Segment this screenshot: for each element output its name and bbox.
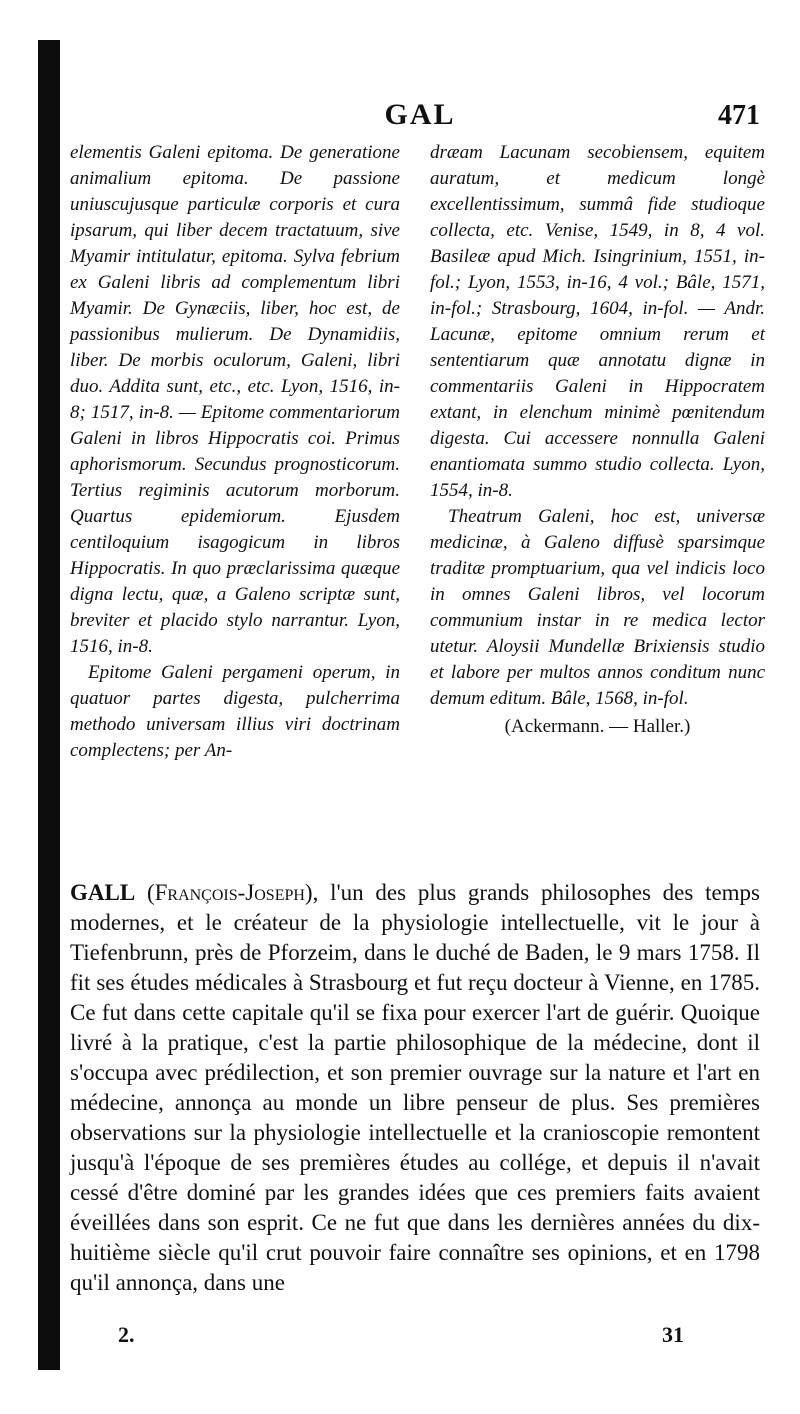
biography-entry xyxy=(70,878,760,1298)
entry-text: l'un des plus grands philosophes des temps modernes, et le créateur de la physiologie intellectuelle, vit le jour à Tiefenbrunn, près de Pforzeim, dans le duché de Baden, le 9 mars 1758. Il fit ses études médicales à Strasbourg et fut reçu docteur à Vienne, en 1785. Ce fut dans cette capitale qu'il se fixa pour exercer l'art de guérir. Quoique livré à la pratique, c'est la partie philosophique de la médecine, dont il s'occupa avec prédilection, et son premier ouvrage sur la nature et l'art en médecine, annonça au monde un libre penseur de plus. Ses premières observations sur la physiologie intellectuelle et la cranioscopie remontent jusqu'à l'époque de ses premières études au collége, et depuis il n'avait cessé d'être dominé par les grandes idées que ces premiers faits avaient éveillées dans son esprit. Ce ne fut que dans les dernières années du dix-huitième siècle qu'il crut pouvoir faire connaître ses opinions, et en 1798 qu'il annonça, dans une xyxy=(70,880,761,1295)
page-number: 471 xyxy=(718,100,760,131)
binding-edge xyxy=(38,40,60,1370)
signature-mark: 2. xyxy=(118,1322,135,1347)
right-column-paragraph-2: Theatrum Galeni, hoc est, universæ medicinæ, à Galeno diffusè sparsimque traditæ promptuarium, qua vel indicis loco in omnes Galeni libros, vel locorum communium instar in re medica lector utetur. Aloysii Mundellæ Brixiensis studio et labore per multos annos conditum nunc demum editum. Bâle, 1568, in-fol. xyxy=(430,506,765,709)
right-column xyxy=(430,140,765,740)
running-head-word: GAL xyxy=(384,98,456,131)
left-column-paragraph-2: Epitome Galeni pergameni operum, in quatuor partes digesta, pulcherrima methodo universam illius viri doctrinam complectens; per An- xyxy=(70,662,400,761)
right-column-paragraph-1: dræam Lacunam secobiensem, equitem auratum, et medicum longè excellentissimum, summâ fide studioque collecta, etc. Venise, 1549, in 8, 4 vol. Basileæ apud Mich. Isingrinium, 1551, in-fol.; Lyon, 1553, in-16, 4 vol.; Bâle, 1571, in-fol.; Strasbourg, 1604, in-fol. — Andr. Lacunæ, epitome omnium rerum et sententiarum quæ annotatu dignæ in commentariis Galeni in Hippocratem extant, in elenchum minimè pœnitendum digesta. Cui accessere nonnulla Galeni enantiomata summo studio collecta. Lyon, 1554, in-8. xyxy=(430,142,765,501)
entry-headword: GALL xyxy=(70,880,136,905)
source-attribution: (Ackermann. — Haller.) xyxy=(504,716,691,737)
two-column-block xyxy=(70,140,770,860)
sheet-mark: 31 xyxy=(662,1322,684,1347)
left-column xyxy=(70,140,400,764)
left-column-paragraph-1: elementis Galeni epitoma. De generatione animalium epitoma. De passione uniuscujusque particulæ corporis et cura ipsarum, qui liber decem tractatuum, sive Myamir intitulatur, epitoma. Sylva febrium ex Galeni libris ad complementum libri Myamir. De Gynæciis, liber, hoc est, de passionibus mulierum. De Dynamidiis, liber. De morbis oculorum, Galeni, libri duo. Addita sunt, etc., etc. Lyon, 1516, in-8; 1517, in-8. — Epitome commentariorum Galeni in libros Hippocratis coi. Primus aphorismorum. Secundus prognosticorum. Tertius regiminis acutorum morborum. Quartus epidemiorum. Ejusdem centiloquium isagogicum in libros Hippocratis. In quo præclarissima quæque digna lectu, quæ, a Galeno scriptæ sunt, breviter et placido stylo narrantur. Lyon, 1516, in-8. xyxy=(70,142,400,657)
entry-forename: (François-Joseph), xyxy=(146,880,319,905)
running-head xyxy=(70,98,770,138)
